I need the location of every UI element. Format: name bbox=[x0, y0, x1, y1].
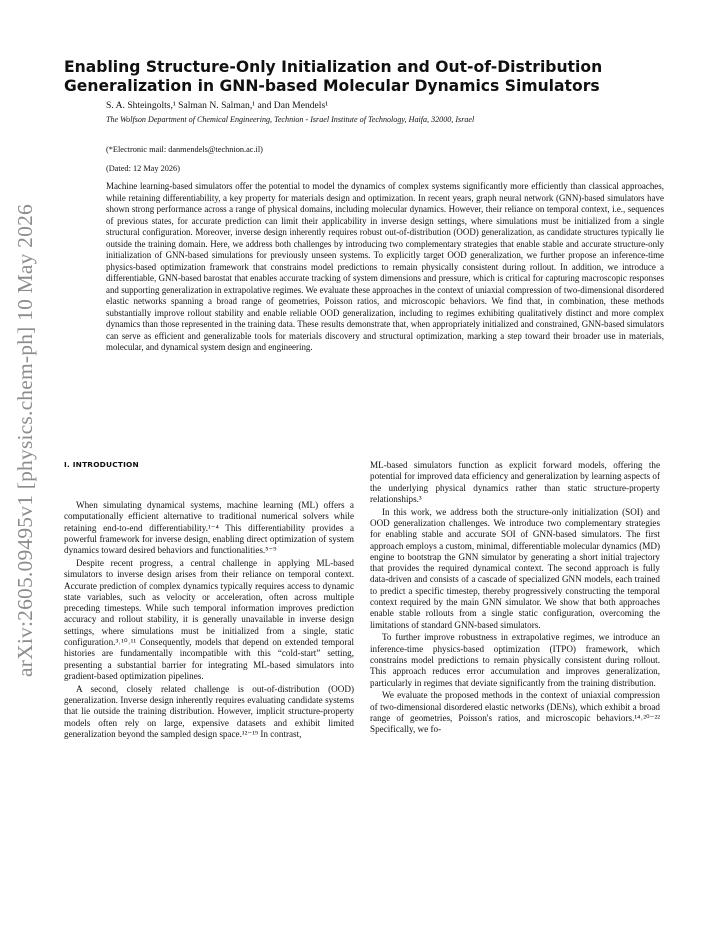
contact-email: (*Electronic mail: danmendels@technion.ac.il) bbox=[106, 145, 263, 154]
paragraph: Despite recent progress, a central challenge in applying ML-based simulators to inverse design arises from their reliance on temporal context. Accurate prediction of complex dynamics typically requires access to dynamic state variables, such as velocity or acceleration, often across multiple preceding timesteps. While such temporal information improves prediction accuracy and rollout stability, it is generally unavailable in inverse design settings, where simulations must be initialized from a single, static configuration.³˒¹⁰˒¹¹ Consequently, models that depend on extended temporal histories are fundamentally incompatible with this “cold-start” setting, presenting a substantial barrier for integrating ML-based simulators into gradient-based optimization pipelines. bbox=[64, 557, 354, 681]
paragraph: In this work, we address both the structure-only initialization (SOI) and OOD generalization challenges. We introduce two complementary strategies for enabling stable and accurate SOI of GNN-based simulators. The first approach employs a custom, minimal, differentiable molecular dynamics (MD) engine to bootstrap the GNN simulator by generating a short initial trajectory that provides the required dynamical context. The second approach is fully data-driven and consists of a cascade of specialized GNN models, each trained to predict a specific timestep, thereby progressively constructing the temporal context required by the main GNN simulator. We show that both approaches enable stable rollouts from a single static configuration, overcoming the limitations of standard GNN-based simulators. bbox=[370, 506, 660, 630]
paper-title: Enabling Structure-Only Initialization and Out-of-Distribution Generalization in GNN-based Molecular Dynamics Simulators bbox=[64, 58, 603, 95]
left-column bbox=[64, 460, 354, 742]
author-list: S. A. Shteingolts,¹ Salman N. Salman,¹ and Dan Mendels¹ bbox=[106, 100, 329, 111]
paragraph: When simulating dynamical systems, machine learning (ML) offers a computationally efficient alternative to traditional numerical solvers while retaining end-to-end differentiability.¹⁻⁴ This differentiability provides a powerful framework for inverse design, enabling direct optimization of system dynamics toward desired behaviors and functionalities.⁵⁻⁹ bbox=[64, 500, 354, 556]
arxiv-identifier bbox=[6, 205, 44, 675]
section-heading: I. INTRODUCTION bbox=[64, 460, 139, 469]
paragraph: A second, closely related challenge is out-of-distribution (OOD) generalization. Inverse design inherently requires evaluating candidate systems that lie outside the training distribution. However, implicit structure-property models often rely on large, expensive datasets and exhibit limited generalization beyond the sampled design space.¹²⁻¹⁹ In contrast, bbox=[64, 683, 354, 739]
right-column bbox=[370, 460, 660, 737]
abstract: Machine learning-based simulators offer the potential to model the dynamics of complex systems significantly more efficiently than classical approaches, while retaining differentiability, a key property for materials design and optimization. In recent years, graph neural network (GNN)-based simulators have shown strong performance across a range of physical domains, including molecular dynamics. However, their reliance on temporal context, i.e., sequences of previous states, for accurate prediction can limit their applicability in inverse design settings, where simulations must be initialized from a single structural configuration. Moreover, inverse design inherently requires robust out-of-distribution (OOD) generalization, as candidate structures typically lie outside the training domain. Here, we address both challenges by introducing two complementary strategies that enable stable and accurate structure-only initialization of GNN-based simulations for previously unseen systems. To explicitly target OOD generalization, we further propose an inference-time physics-based optimization framework that constrains model predictions to remain physically consistent during rollout. In addition, we introduce a differentiable, GNN-based barostat that enables accurate tracking of system dimensions and pressure, which is critical for capturing macroscopic responses and supporting generalization in extrapolative regimes. We evaluate these approaches in the context of uniaxial compression of two-dimensional disordered elastic networks spanning a broad range of geometries, Poisson ratios, and microscopic behaviors. We find that, in combination, these methods substantially improve rollout stability and enable reliable OOD generalization, including to regimes exhibiting qualitatively distinct and more complex dynamics than those represented in the training data. These results demonstrate that, when appropriately initialized and constrained, GNN-based simulators can serve as efficient and generalizable tools for materials discovery and structural optimization, marking a step toward their broader use in materials, molecular, and dynamical system design and engineering. bbox=[106, 181, 664, 352]
paragraph: ML-based simulators function as explicit forward models, offering the potential for improved data efficiency and generalization by learning aspects of the underlying physical dynamics rather than static structure-property relationships.³ bbox=[370, 460, 660, 504]
paragraph: To further improve robustness in extrapolative regimes, we introduce an inference-time physics-based optimization (ITPO) framework, which constrains model predictions to remain physically consistent during rollout. This approach reduces error accumulation and improves generalization, particularly in regimes that deviate significantly from the training distribution. bbox=[370, 632, 660, 688]
paragraph: We evaluate the proposed methods in the context of uniaxial compression of two-dimensional disordered elastic networks (DENs), which exhibit a broad range of geometries, Poisson's ratios, and microscopic behaviors.¹⁴˒²⁰⁻²² Specifically, we fo- bbox=[370, 690, 660, 735]
date-line: (Dated: 12 May 2026) bbox=[106, 164, 180, 173]
affiliation: The Wolfson Department of Chemical Engineering, Technion - Israel Institute of Technology, Haifa, 32000, Israel bbox=[106, 115, 475, 124]
arxiv-identifier-text: arXiv:2605.09495v1 [physics.chem-ph] 10 May 2026 bbox=[12, 203, 37, 677]
